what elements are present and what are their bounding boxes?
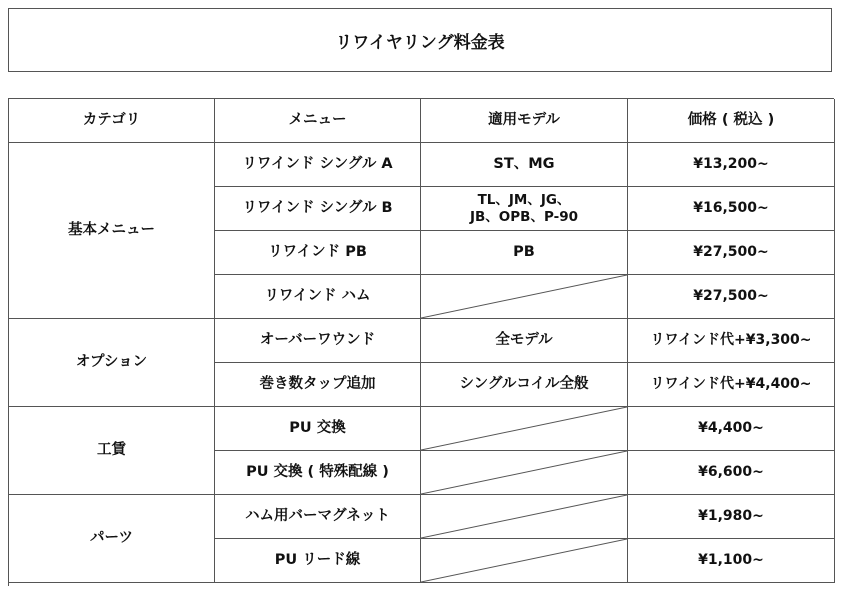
menu-cell: PU 交換 [215, 407, 421, 451]
models-cell-empty [421, 495, 628, 539]
header-category: カテゴリ [9, 99, 215, 143]
header-menu: メニュー [215, 99, 421, 143]
price-cell: ¥1,980~ [628, 495, 835, 539]
category-option: オプション [9, 319, 215, 407]
models-cell: TL、JM、JG、 JB、OPB、P-90 [421, 187, 628, 231]
models-cell: シングルコイル全般 [421, 363, 628, 407]
models-cell: 全モデル [421, 319, 628, 363]
price-table [8, 98, 834, 586]
category-parts: パーツ [9, 495, 215, 583]
models-cell-empty [421, 275, 628, 319]
diagonal-slash [421, 407, 627, 450]
price-cell: ¥13,200~ [628, 143, 835, 187]
menu-cell: PU 交換 ( 特殊配線 ) [215, 451, 421, 495]
price-cell: ¥16,500~ [628, 187, 835, 231]
price-cell: ¥6,600~ [628, 451, 835, 495]
menu-cell: ハム用バーマグネット [215, 495, 421, 539]
diagonal-slash [421, 451, 627, 494]
price-table-title [8, 8, 832, 72]
price-cell: リワインド代+¥3,300~ [628, 319, 835, 363]
menu-cell: リワインド シングル B [215, 187, 421, 231]
price-cell: ¥1,100~ [628, 539, 835, 583]
header-models: 適用モデル [421, 99, 628, 143]
models-cell-empty [421, 451, 628, 495]
menu-cell: オーバーワウンド [215, 319, 421, 363]
category-labor: 工賃 [9, 407, 215, 495]
category-basic: 基本メニュー [9, 143, 215, 319]
price-cell: ¥4,400~ [628, 407, 835, 451]
diagonal-slash [421, 539, 627, 582]
diagonal-slash [421, 275, 627, 318]
price-cell: ¥27,500~ [628, 275, 835, 319]
models-cell: PB [421, 231, 628, 275]
price-cell: リワインド代+¥4,400~ [628, 363, 835, 407]
menu-cell: リワインド シングル A [215, 143, 421, 187]
models-cell-empty [421, 407, 628, 451]
models-cell: ST、MG [421, 143, 628, 187]
price-cell: ¥27,500~ [628, 231, 835, 275]
header-price: 価格 ( 税込 ) [628, 99, 835, 143]
menu-cell: 巻き数タップ追加 [215, 363, 421, 407]
menu-cell: リワインド ハム [215, 275, 421, 319]
diagonal-slash [421, 495, 627, 538]
page-title: リワイヤリング料金表 [335, 32, 505, 53]
menu-cell: リワインド PB [215, 231, 421, 275]
models-cell-empty [421, 539, 628, 583]
menu-cell: PU リード線 [215, 539, 421, 583]
